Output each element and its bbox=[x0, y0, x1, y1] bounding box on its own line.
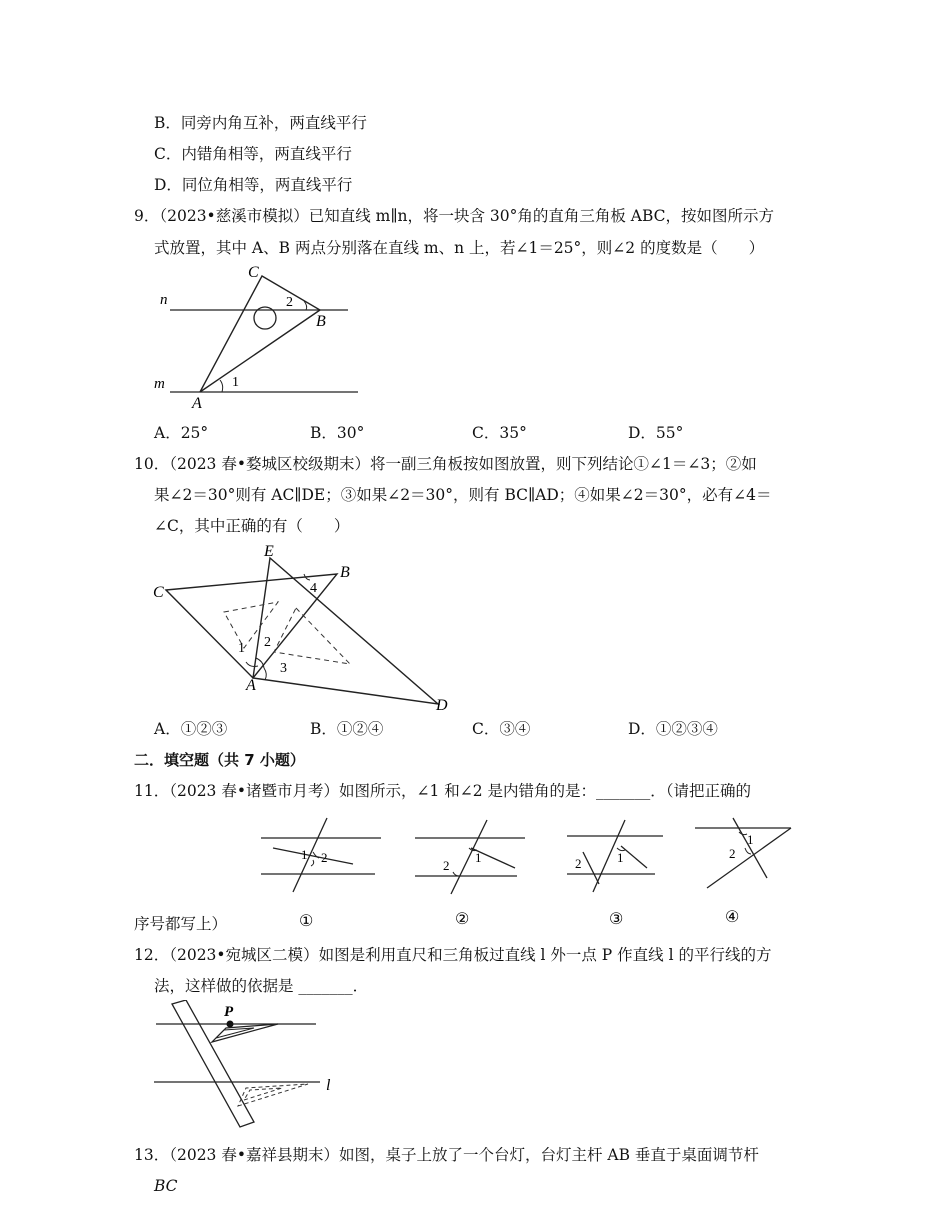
q13-stem-line2: BC bbox=[154, 1177, 178, 1195]
q9-option-d: D．55° bbox=[628, 424, 684, 442]
q11-caption-1: ① bbox=[299, 913, 314, 930]
section-fill-in-title: 二．填空题（共 7 小题） bbox=[134, 751, 305, 769]
q12-figure bbox=[150, 1000, 350, 1139]
q11-fig3-label-1: 1 bbox=[617, 850, 624, 865]
q11-fig2-label-2: 2 bbox=[443, 858, 450, 873]
q10-option-d: D．①②③④ bbox=[628, 720, 718, 738]
q9-label-a: A bbox=[192, 395, 202, 412]
q11-fig4-label-1: 1 bbox=[747, 832, 754, 847]
q9-stem-line1: 9．（2023•慈溪市模拟）已知直线 m∥n，将一块含 30°角的直角三角板 ABC，按如图所示方 bbox=[134, 207, 775, 225]
q10-stem-line2: 果∠2＝30°则有 AC∥DE；③如果∠2＝30°，则有 BC∥AD；④如果∠2＝30°，必有∠4＝ bbox=[154, 486, 772, 504]
q9-label-2: 2 bbox=[286, 295, 293, 310]
q10-option-a: A．①②③ bbox=[154, 720, 228, 738]
q12-label-p: P bbox=[224, 1004, 234, 1020]
q11-figures bbox=[255, 812, 815, 936]
q13-stem-line1: 13．（2023 春•嘉祥县期末）如图，桌子上放了一个台灯，台灯主杆 AB 垂直于桌面调节杆 bbox=[134, 1146, 759, 1164]
q10-label-e: E bbox=[264, 543, 274, 560]
q8-option-c: C．内错角相等，两直线平行 bbox=[154, 145, 352, 163]
q10-label-d: D bbox=[436, 697, 448, 714]
q9-option-c: C．35° bbox=[472, 424, 527, 442]
q10-label-3: 3 bbox=[280, 661, 287, 676]
q11-caption-2: ② bbox=[455, 911, 470, 928]
q12-stem-line2: 法，这样做的依据是 _______． bbox=[154, 977, 369, 995]
q10-label-4: 4 bbox=[310, 581, 317, 596]
q12-stem-line1: 12．（2023•宛城区二模）如图是利用直尺和三角板过直线 l 外一点 P 作直线 l 的平行线的方 bbox=[134, 946, 772, 964]
q9-figure bbox=[150, 262, 370, 416]
q8-option-d: D．同位角相等，两直线平行 bbox=[154, 176, 353, 194]
q10-label-c: C bbox=[153, 584, 164, 601]
q10-label-b: B bbox=[340, 564, 350, 581]
q9-label-1: 1 bbox=[232, 375, 239, 390]
q9-option-b: B．30° bbox=[310, 424, 365, 442]
q11-fig3-label-2: 2 bbox=[575, 856, 582, 871]
q10-stem-line3: ∠C，其中正确的有（ ） bbox=[154, 517, 350, 535]
q11-caption-3: ③ bbox=[609, 911, 624, 928]
q11-fig4-label-2: 2 bbox=[729, 846, 736, 861]
q10-label-2: 2 bbox=[264, 635, 271, 650]
q11-caption-4: ④ bbox=[725, 909, 740, 926]
q11-stem-line1: 11．（2023 春•诸暨市月考）如图所示，∠1 和∠2 是内错角的是：_______．（请把正确的 bbox=[134, 782, 752, 800]
q10-option-b: B．①②④ bbox=[310, 720, 384, 738]
q10-stem-line1: 10．（2023 春•婺城区校级期末）将一副三角板按如图放置，则下列结论①∠1＝∠3；②如 bbox=[134, 455, 757, 473]
q8-option-b: B．同旁内角互补，两直线平行 bbox=[154, 114, 367, 132]
q9-label-b: B bbox=[316, 313, 326, 330]
q11-fig1-label-2: 2 bbox=[321, 850, 328, 865]
q11-fig1-label-1: 1 bbox=[301, 847, 308, 862]
q11-fig2-label-1: 1 bbox=[475, 850, 482, 865]
q9-label-n: n bbox=[160, 292, 168, 308]
q9-label-m: m bbox=[154, 376, 165, 392]
q11-stem-line2: 序号都写上） bbox=[134, 915, 228, 933]
q10-option-c: C．③④ bbox=[472, 720, 531, 738]
q10-label-1: 1 bbox=[238, 641, 245, 656]
q9-label-c: C bbox=[248, 264, 259, 281]
q10-figure bbox=[150, 540, 460, 719]
q10-label-a: A bbox=[246, 677, 256, 694]
q12-label-l: l bbox=[326, 1077, 331, 1094]
q9-stem-line2: 式放置，其中 A、B 两点分别落在直线 m、n 上，若∠1＝25°，则∠2 的度数是（ ） bbox=[154, 239, 765, 257]
q9-option-a: A．25° bbox=[154, 424, 209, 442]
